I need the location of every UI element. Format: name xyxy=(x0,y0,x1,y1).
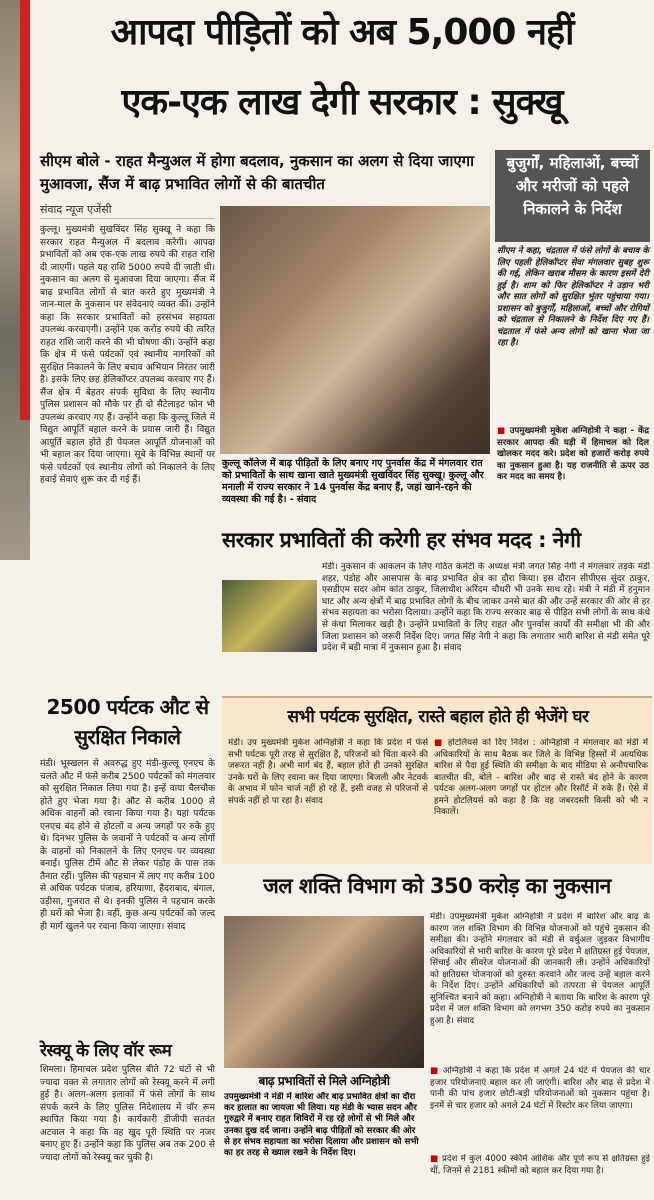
jal-bullet-1 xyxy=(430,1066,650,1150)
jal-headline: जल शक्ति विभाग को 350 करोड़ का नुकसान xyxy=(263,874,611,898)
sidebox-bullet-text: उपमुख्यमंत्री मुकेश अग्निहोत्री ने कहा - केंद्र सरकार आपदा की घड़ी में हिमाचल को दिल खोलकर मदद करे। प्रदेश को हजारों करोड़ रुपये का नुकसान हुआ है। यह राजनीति से ऊपर उठ कर मदद का समय है। xyxy=(497,426,649,482)
sidebox-title: बुजुर्गों, महिलाओं, बच्चों और मरीजों को पहले निकालने के निर्देश xyxy=(495,150,650,242)
sidebox-text: सीएम ने कहा, चंद्रताल में फंसे लोगों के बचाव के लिए पहली हेलिकॉप्टर सेवा मंगलवार सुबह शुरू की गई, लेकिन खराब मौसम के कारण इसमें देरी हुई है। शाम को फिर हेलिकॉप्टर ने उड़ान भरी और सात लोगों को सुरक्षित भुंतर पहुंचाया गया। प्रशासन को बुजुर्गों, महिलाओं, बच्चों और रोगियों को चंद्रताल से निकालने के निर्देश दिए गए हैं। चंद्रताल में फंसे अन्य लोगों को खाना भेजा जा रहा है। xyxy=(497,246,649,348)
negi-headline: सरकार प्रभावितों की करेगी हर संभव मदद : नेगी xyxy=(222,528,581,552)
bullet-icon: ■ xyxy=(430,1066,443,1076)
bullet-icon: ■ xyxy=(434,738,448,748)
photo1-caption: कुल्लू कॉलेज में बाढ़ पीड़ितों के लिए बनाए गए पुनर्वास केंद्र में मंगलवार रात को प्रभावितों के साथ खाना खाते मुख्यमंत्री सुखविंदर सिंह सुक्खू। कुल्लू और मनाली में राज्य सरकार ने 14 पुनर्वास केंद्र बनाए हैं, जहां खाने-रहने की व्यवस्था की गई है। - संवाद xyxy=(222,458,484,505)
relief-camp-photo xyxy=(224,916,424,1068)
headline-line-2: एक-एक लाख देगी सरकार : सुक्खू xyxy=(121,82,563,123)
divider xyxy=(40,218,215,219)
headline-line-1: आपदा पीड़ितों को अब 5,000 नहीं xyxy=(110,12,574,53)
edge-red-band xyxy=(20,0,30,420)
sidebox-bullet xyxy=(497,426,649,484)
jal-story-text: मंडी। उपमुख्यमंत्री मुकेश अग्निहोत्री ने प्रदेश में बारिश और बाढ़ के कारण जल शक्ति विभाग की विभिन्न योजनाओं को पहुंचे नुकसान की समीक्षा की। उन्होंने मंगलवार को मंडी से वर्चुअल जुड़कर विभागीय अधिकारियों से भारी बारिश के कारण पूरे प्रदेश में क्षतिग्रस्त हुई पेयजल, सिंचाई और सीवरेज योजनाओं की जानकारी ली। उन्होंने अधिकारियों को क्षतिग्रस्त योजनाओं को दुरुस्त करवाने और जल्द उन्हें बहाल करने के निर्देश दिए। उन्होंने अधिकारियों को तत्परता से पेयजल आपूर्ति सुनिश्चित बनाने को कहा। अग्निहोत्री ने बताया कि बारिश के कारण पूरे प्रदेश में जल शक्ति विभाग को लगभग 350 करोड़ रुपये का नुकसान हुआ है। संवाद xyxy=(430,912,650,1026)
negi-story-text: मंडी। नुकसान के आकलन के लिए गठित कमेटी के अध्यक्ष मंत्री जगत सिंह नेगी ने मंगलवार तड़के मंडी शहर, पंडोह और आसपास के बाढ़ प्रभावित क्षेत्र का दौरा किया। इस दौरान सीपीएस सुंदर ठाकुर, एसडीएम सदर ओम कांत ठाकुर, जिलाधीश अरिंदम चौधरी भी उनके साथ रहे। मंत्री ने मंडी में हनुमान घाट और अन्य क्षेत्रों में बाढ़ प्रभावित लोगों के बीच जाकर उनसे बात की और उन्हें सरकार की ओर से हर संभव सहायता का भरोसा दिलाया। उन्होंने कहा कि राज्य सरकार बाढ़ से पीड़ित सभी लोगों के साथ कंधे से कंधा मिलाकर खड़ी है। उन्होंने प्रभावितों के लिए राहत और पुनर्वास कार्यों की समीक्षा भी की और जिला प्रशासन को जरूरी निर्देश दिए। जगत सिंह नेगी ने कहा कि लगातार भारी बारिश से मंडी समेत पूरे प्रदेश में बड़ी मात्रा में नुकसान हुआ है। संवाद xyxy=(322,562,650,654)
photo2-title: बाढ़ प्रभावितों से मिले अग्निहोत्री xyxy=(258,1074,390,1088)
jal-bullet-1-text: अग्निहोत्री ने कहा कि प्रदेश में अगले 24 घंटे में पेयजल की चार हजार परियोजनाएं बहाल कर ली जाएंगी। बारिश और बाढ़ से प्रदेश में पानी की पांच हजार छोटी-बड़ी परियोजनाओं को नुकसान पहुंचा है। इनमें से चार हजार को अगले 24 घंटों में रिस्टोर कर लिया जाएगा। xyxy=(430,1066,650,1111)
safe-right-text xyxy=(434,738,648,858)
jal-bullet-2-text: प्रदेश में कुल 4000 स्कीमें आंशिक और पूर्ण रूप से क्षतिग्रस्त हुई थीं, जिनमें से 2181 स्कीमों को बहाल कर दिया गया है। xyxy=(430,1154,650,1176)
byline: संवाद न्यूज एजेंसी xyxy=(40,203,112,216)
negi-photo xyxy=(222,580,317,652)
safe-left-text: मंडी। उप मुख्यमंत्री मुकेश अग्निहोत्री ने कहा कि प्रदेश में फंसे सभी पर्यटक पूरी तरह से सुरक्षित हैं, परिजनों को चिंता करने की जरूरत नहीं है। अभी मार्ग बंद हैं, बहाल होते ही उनको सुरक्षित उनके घरों के लिए रवाना कर दिया जाएगा। बिजली और नेटवर्क के अभाव में फोन चार्ज नहीं हो रहे हैं, इसी वजह से परिजनों से संपर्क नहीं हो पा रहा है। संवाद xyxy=(228,738,428,806)
bullet-icon: ■ xyxy=(497,426,510,436)
tourists-story-text: मंडी। भूस्खलन से अवरुद्ध हुए मंडी-कुल्लू एनएच के चलते औट में फंसे करीब 2500 पर्यटकों को मंगलवार को सुरक्षित निकाल लिया गया है। इन्हें वाया चैलचौक होते हुए भेजा गया है। औट से करीब 1000 से अधिक वाहनों को रवाना किया गया है। यहां पर्यटक एनएच बंद होने से होटलों व अन्य जगहों पर रुके हुए थे। दिनभर पुलिस के जवानों ने पर्यटकों व अन्य लोगों के वाहनों को निकालने के लिए एनएच पर व्यवस्था बनाई। पुलिस टीमें औट से लेकर पंडोह के पास तक तैनात रहीं। पुलिस की पहचान में लाए गए करीब 100 से अधिक पर्यटक पंजाब, हरियाणा, हैदराबाद, बंगाल, उड़ीसा, गुजरात से थे। इनकी पुलिस ने पहचान करके ही घरों को भेजा है। वहीं, कुछ अन्य पर्यटकों को जल्द ही मार्ग खुलने पर रवाना किया जाएगा। संवाद xyxy=(40,759,215,932)
warroom-story-text: शिमला। हिमाचल प्रदेश पुलिस बीते 72 घंटों से भी ज्यादा वक्त से लगातार लोगों को रेस्क्यू करने में लगी हुई है। अलग-अलग इलाकों में फंसे लोगों के साथ संपर्क करने के लिए पुलिस निदेशालय में वॉर रूम स्थापित किया गया है। कार्यकारी डीजीपी सतवंत अटवाल ने कहा कि वह खुद पूरी स्थिति पर नजर बनाए हुए हैं। उन्होंने कहा कि पुलिस अब तक 200 से ज्यादा लोगों को रेस्क्यू कर चुकी है। xyxy=(40,1065,215,1163)
main-story-text: कुल्लू। मुख्यमंत्री सुखविंदर सिंह सुक्खू ने कहा कि सरकार राहत मैन्युअल में बदलाव करेगी। आपदा प्रभावितों को अब एक-एक लाख रुपये की राहत राशि दी जाएगी। पहले यह राशि 5000 रुपये दी जाती थी। नुकसान का अलग से मुआवजा दिया जाएगा। सैंज में बाढ़ प्रभावित लोगों से बात करते हुए मुख्यमंत्री ने जान-माल के नुकसान पर संवेदनाएं व्यक्त कीं। उन्होंने कहा कि सरकार प्रभावितों को हरसंभव सहायता उपलब्ध करवाएगी। उन्होंने एक करोड़ रुपये की त्वरित राहत राशि जारी करने की भी घोषणा की। उन्होंने कहा कि क्षेत्र में फंसे पर्यटकों एवं स्थानीय नागरिकों को सुरक्षित निकालने के लिए बचाव अभियान निरंतर जारी है। इसके लिए छह हेलिकॉप्टर उपलब्ध करवाए गए हैं। सैंज क्षेत्र में बेहतर संपर्क सुविधा के लिए स्थानीय पुलिस प्रशासन को मौके पर ही दो सैटेलाइट फोन भी उपलब्ध करवाए गए हैं। उन्होंने कहा कि कुल्लू जिले में विद्युत आपूर्ति बहाल करने के प्रयास जारी हैं। विद्युत आपूर्ति बहाल होते ही पेयजल आपूर्ति योजनाओं को भी बहाल कर दिया जाएगा। सूबे के विभिन्न स्थानों पर फंसे पर्यटकों एवं स्थानीय लोगों को निकालने के लिए हवाई सेवाएं शुरू कर दी गई हैं। xyxy=(40,225,215,485)
safe-right-body: होटलियर्स को दिए निर्देश : अग्निहोत्री ने मंगलवार को मंडी में अधिकारियों के साथ बैठक कर जिले के विभिन्न हिस्सों में अत्यधिक बारिश से पैदा हुई स्थिति की समीक्षा के बाद मीडिया से अनौपचारिक बातचीत की, बोले - बारिश और बाढ़ से रास्ते बंद होने के कारण पर्यटक अलग-अलग जगहों पर होटल और रिसॉर्ट में रुके हैं। ऐसे में हमने होटलियर्स को कहा है कि वह जबरदस्ती किसी को भी न निकालें। xyxy=(434,738,648,817)
tourists-headline: 2500 पर्यटक औट से सुरक्षित निकाले xyxy=(46,695,209,749)
cm-dining-photo xyxy=(220,206,490,454)
subheadline: सीएम बोले - राहत मैन्युअल में होगा बदलाव, नुकसान का अलग से दिया जाएगा मुआवजा, सैंज में बाढ़ प्रभावित लोगों से की बातचीत xyxy=(40,152,474,193)
photo2-caption: उपमुख्यमंत्री ने मंडी में बारिश और बाढ़ प्रभावित क्षेत्रों का दौरा कर हालात का जायजा भी लिया। यह मंडी के भ्यास सदन और गुरुद्वारे में बनाए राहत शिविरों में रह रहे लोगों से भी मिले और उनका दुख दर्द जाना। उन्होंने बाढ़ पीड़ितों को सरकार की ओर से हर संभव सहायता का भरोसा दिलाया और प्रशासन को सभी का हर तरह से ख्याल रखने के निर्देश दिए। xyxy=(224,1092,419,1159)
warroom-headline: रेस्क्यू के लिए वॉर रूम xyxy=(40,1041,172,1061)
safe-headline: सभी पर्यटक सुरक्षित, रास्ते बहाल होते ही भेजेंगे घर xyxy=(287,707,589,727)
bullet-icon: ■ xyxy=(430,1154,443,1164)
jal-bullet-2 xyxy=(430,1154,650,1198)
